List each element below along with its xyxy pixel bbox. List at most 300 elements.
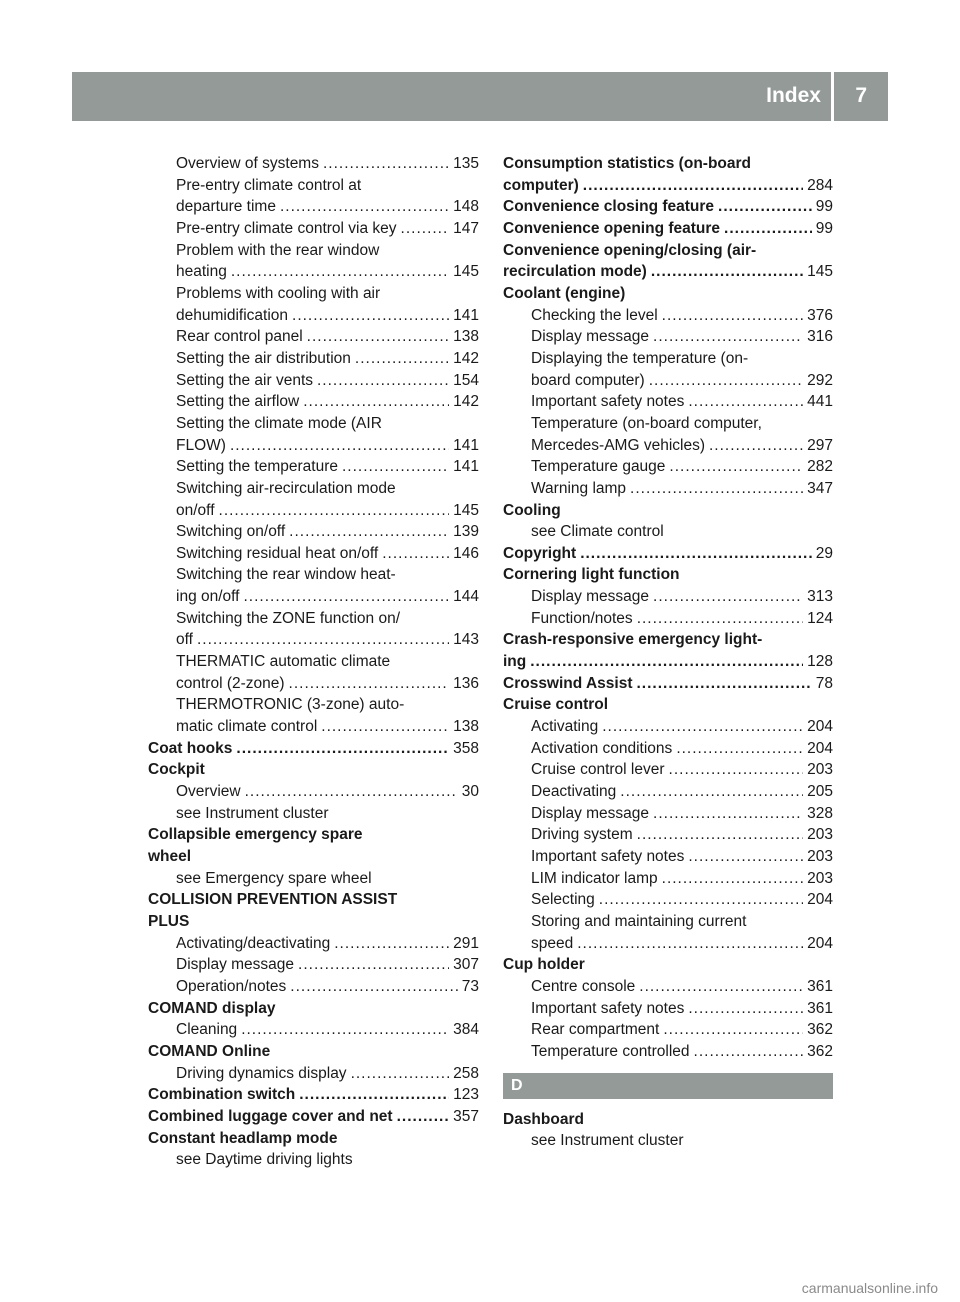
- index-subentry: [148, 716, 479, 738]
- index-subentry: [503, 391, 833, 413]
- index-subentry: [148, 261, 479, 283]
- entry-text: Important safety notes: [531, 393, 685, 411]
- entry-text: Driving dynamics display: [176, 1064, 347, 1082]
- dot-leader: [244, 586, 450, 608]
- index-subentry: [148, 1019, 479, 1041]
- index-subentry: [503, 781, 833, 803]
- index-subentry: [503, 608, 833, 630]
- index-subentry: [503, 478, 833, 500]
- page-reference[interactable]: 203: [807, 826, 833, 844]
- page-reference[interactable]: 203: [807, 848, 833, 865]
- page-reference[interactable]: 376: [807, 306, 833, 324]
- entry-text: COMAND Online: [148, 1042, 271, 1060]
- index-subentry: [148, 1149, 479, 1171]
- dot-leader: [397, 1106, 450, 1128]
- index-subentry: [148, 240, 479, 262]
- entry-text: matic climate control: [176, 718, 318, 736]
- entry-text: heating: [176, 263, 227, 281]
- entry-text: Crosswind Assist: [503, 674, 633, 692]
- page-reference[interactable]: 29: [815, 544, 833, 562]
- index-term: [503, 240, 833, 262]
- index-term: [148, 1106, 479, 1128]
- entry-text: Combination switch: [148, 1086, 296, 1104]
- dot-leader: [317, 370, 449, 392]
- entry-text: Setting the air vents: [176, 371, 313, 389]
- page-reference[interactable]: 30: [461, 783, 479, 801]
- page-reference[interactable]: 135: [453, 155, 479, 172]
- entry-text: wheel: [148, 848, 192, 865]
- index-term: [148, 1128, 479, 1150]
- index-term: [503, 629, 833, 651]
- index-subentry: [503, 1041, 833, 1063]
- page-reference[interactable]: 136: [453, 674, 479, 692]
- entry-text: control (2-zone): [176, 674, 285, 692]
- entry-text: speed: [531, 934, 574, 952]
- entry-text: see Daytime driving lights: [176, 1151, 353, 1169]
- index-term: [503, 153, 833, 175]
- index-term: [503, 954, 833, 976]
- index-subentry: [148, 673, 479, 695]
- entry-text: Displaying the temperature (on-: [531, 349, 749, 367]
- page-reference[interactable]: 145: [453, 263, 479, 281]
- index-term: [148, 1041, 479, 1063]
- entry-text: ing: [503, 653, 527, 671]
- dot-leader: [688, 391, 803, 413]
- entry-text: Rear control panel: [176, 328, 303, 346]
- entry-text: Temperature gauge: [531, 458, 666, 476]
- page-reference[interactable]: 145: [807, 263, 833, 281]
- index-subentry: [503, 976, 833, 998]
- entry-text: Setting the climate mode (AIR: [176, 414, 382, 432]
- entry-text: Convenience opening feature: [503, 219, 721, 237]
- dot-leader: [718, 196, 812, 218]
- entry-text: Copyright: [503, 544, 577, 562]
- index-term: [503, 564, 833, 586]
- index-term: [148, 889, 479, 911]
- index-subentry: [503, 803, 833, 825]
- entry-text: Setting the temperature: [176, 458, 338, 476]
- index-subentry: [148, 608, 479, 630]
- watermark: carmanualsonline.info: [801, 1280, 938, 1296]
- index-subentry: [148, 435, 479, 457]
- dot-leader: [580, 543, 812, 565]
- letter-heading: D: [503, 1073, 833, 1099]
- dot-leader: [334, 933, 449, 955]
- entry-text: Pre-entry climate control at: [176, 176, 362, 194]
- dot-leader: [637, 673, 812, 695]
- dot-leader: [231, 261, 449, 283]
- index-subentry: [148, 976, 479, 998]
- entry-text: Display message: [176, 956, 295, 974]
- entry-text: Cooling: [503, 501, 561, 519]
- index-term: [503, 283, 833, 305]
- entry-text: FLOW): [176, 436, 226, 454]
- index-subentry: [148, 564, 479, 586]
- index-term: [148, 824, 479, 846]
- index-subentry: [148, 283, 479, 305]
- entry-text: see Climate control: [531, 523, 664, 541]
- index-subentry: [503, 868, 833, 890]
- page-reference[interactable]: 362: [807, 1042, 833, 1060]
- entry-text: Constant headlamp mode: [148, 1129, 338, 1147]
- dot-leader: [280, 196, 449, 218]
- dot-leader: [577, 933, 803, 955]
- page-number: 7: [855, 84, 867, 107]
- dot-leader: [245, 781, 458, 803]
- entry-text: Rear compartment: [531, 1021, 660, 1039]
- index-subentry: [148, 413, 479, 435]
- page-reference[interactable]: 138: [453, 328, 479, 346]
- page-reference[interactable]: 313: [807, 588, 833, 606]
- index-term: [503, 218, 833, 240]
- index-subentry: [148, 1063, 479, 1085]
- index-term: [148, 1084, 479, 1106]
- dot-leader: [630, 478, 803, 500]
- index-subentry: [503, 824, 833, 846]
- index-subentry: [148, 781, 479, 803]
- entry-text: see Emergency spare wheel: [176, 869, 372, 887]
- entry-text: Cup holder: [503, 956, 585, 974]
- entry-text: Dashboard: [503, 1110, 584, 1128]
- index-subentry: [148, 586, 479, 608]
- index-term: [503, 673, 833, 695]
- entry-text: Combined luggage cover and net: [148, 1107, 393, 1125]
- dot-leader: [709, 435, 803, 457]
- header-divider: [831, 72, 834, 121]
- dot-leader: [289, 673, 450, 695]
- index-subentry: [148, 348, 479, 370]
- index-subentry: [503, 998, 833, 1020]
- dot-leader: [230, 435, 449, 457]
- index-term: [503, 694, 833, 716]
- dot-leader: [289, 521, 449, 543]
- entry-text: Operation/notes: [176, 977, 287, 995]
- index-subentry: [503, 738, 833, 760]
- dot-leader: [724, 218, 812, 240]
- dot-leader: [688, 998, 803, 1020]
- page-reference[interactable]: 441: [807, 393, 833, 411]
- dot-leader: [382, 543, 449, 565]
- entry-text: Activating: [531, 718, 599, 736]
- entry-text: Cruise control lever: [531, 761, 665, 779]
- dot-leader: [290, 976, 457, 998]
- index-term: [503, 651, 833, 673]
- entry-text: Checking the level: [531, 306, 658, 324]
- index-term: [148, 759, 479, 781]
- index-subentry: [148, 218, 479, 240]
- entry-text: Centre console: [531, 977, 636, 995]
- entry-text: Cornering light function: [503, 566, 680, 584]
- page-reference[interactable]: 204: [807, 718, 833, 736]
- index-subentry: [148, 933, 479, 955]
- entry-text: Coolant (engine): [503, 284, 626, 302]
- page-reference[interactable]: 347: [807, 479, 833, 497]
- entry-text: off: [176, 631, 193, 649]
- dot-leader: [342, 456, 449, 478]
- page-reference[interactable]: 291: [453, 934, 479, 952]
- entry-text: Important safety notes: [531, 848, 685, 865]
- index-term: [148, 998, 479, 1020]
- entry-text: Crash-responsive emergency light-: [503, 631, 763, 649]
- dot-leader: [653, 326, 803, 348]
- section-title: Index: [766, 84, 821, 107]
- index-subentry: [148, 175, 479, 197]
- entry-text: COLLISION PREVENTION ASSIST: [148, 891, 398, 909]
- dot-leader: [651, 261, 803, 283]
- dot-leader: [662, 305, 803, 327]
- page-reference[interactable]: 384: [453, 1021, 479, 1039]
- entry-text: Setting the air distribution: [176, 349, 351, 367]
- index-subentry: [503, 889, 833, 911]
- dot-leader: [688, 846, 803, 868]
- index-term: [148, 911, 479, 933]
- dot-leader: [355, 348, 449, 370]
- entry-text: Display message: [531, 328, 650, 346]
- dot-leader: [676, 738, 803, 760]
- dot-leader: [662, 868, 803, 890]
- index-subentry: [503, 586, 833, 608]
- page-reference[interactable]: 362: [807, 1021, 833, 1039]
- dot-leader: [351, 1063, 450, 1085]
- page-reference[interactable]: 357: [453, 1107, 479, 1125]
- entry-text: Mercedes-AMG vehicles): [531, 436, 705, 454]
- index-subentry: [503, 326, 833, 348]
- entry-text: Temperature (on-board computer,: [531, 414, 762, 432]
- index-subentry: [503, 370, 833, 392]
- dot-leader: [637, 608, 803, 630]
- entry-text: Switching residual heat on/off: [176, 544, 379, 562]
- page-reference[interactable]: 328: [807, 804, 833, 822]
- dot-leader: [620, 781, 803, 803]
- index-subentry: [503, 1130, 833, 1152]
- page-reference[interactable]: 124: [807, 609, 833, 627]
- index-subentry: [148, 954, 479, 976]
- entry-text: Convenience opening/closing (air-: [503, 241, 757, 259]
- page-reference[interactable]: 361: [807, 999, 833, 1017]
- entry-text: Selecting: [531, 891, 595, 909]
- entry-text: ing on/off: [176, 588, 240, 606]
- page-reference[interactable]: 205: [807, 783, 833, 801]
- entry-text: Switching the rear window heat-: [176, 566, 396, 584]
- entry-text: Switching the ZONE function on/: [176, 609, 401, 627]
- index-column-right: [503, 153, 833, 1152]
- dot-leader: [599, 889, 803, 911]
- entry-text: Switching air-recirculation mode: [176, 479, 396, 497]
- page-reference[interactable]: 146: [453, 544, 479, 562]
- entry-text: board computer): [531, 371, 645, 389]
- index-subentry: [148, 196, 479, 218]
- index-subentry: [503, 716, 833, 738]
- page-reference[interactable]: 204: [807, 891, 833, 909]
- dot-leader: [321, 716, 449, 738]
- dot-leader: [602, 716, 803, 738]
- index-term: [503, 1109, 833, 1131]
- page-reference[interactable]: 99: [815, 198, 833, 216]
- index-subentry: [148, 521, 479, 543]
- index-column-left: [148, 153, 479, 1171]
- page-header: [72, 72, 888, 121]
- entry-text: Temperature controlled: [531, 1042, 690, 1060]
- index-subentry: [503, 846, 833, 868]
- entry-text: Display message: [531, 588, 650, 606]
- index-subentry: [503, 911, 833, 933]
- index-term: [503, 500, 833, 522]
- index-subentry: [148, 803, 479, 825]
- index-subentry: [503, 305, 833, 327]
- page-reference[interactable]: 154: [453, 371, 479, 389]
- index-subentry: [148, 326, 479, 348]
- dot-leader: [401, 218, 450, 240]
- page-reference[interactable]: 145: [453, 501, 479, 519]
- entry-text: Activation conditions: [531, 739, 673, 757]
- index-term: [503, 543, 833, 565]
- entry-text: Consumption statistics (on-board: [503, 155, 751, 172]
- dot-leader: [298, 954, 449, 976]
- page-reference[interactable]: 99: [815, 219, 833, 237]
- page-reference[interactable]: 361: [807, 977, 833, 995]
- page-reference[interactable]: 123: [453, 1086, 479, 1104]
- entry-text: departure time: [176, 198, 276, 216]
- index-subentry: [503, 413, 833, 435]
- entry-text: Cruise control: [503, 696, 609, 714]
- entry-text: Activating/deactivating: [176, 934, 331, 952]
- page-reference[interactable]: 204: [807, 934, 833, 952]
- index-term: [148, 738, 479, 760]
- entry-text: Driving system: [531, 826, 633, 844]
- entry-text: Cockpit: [148, 761, 205, 779]
- dot-leader: [197, 629, 449, 651]
- page-reference[interactable]: 307: [453, 956, 479, 974]
- page-reference[interactable]: 258: [453, 1064, 479, 1082]
- page-reference[interactable]: 141: [453, 306, 479, 324]
- page-reference[interactable]: 292: [807, 371, 833, 389]
- index-subentry: [148, 651, 479, 673]
- page-reference[interactable]: 297: [807, 436, 833, 454]
- dot-leader: [219, 500, 450, 522]
- page-reference[interactable]: 203: [807, 869, 833, 887]
- index-subentry: [148, 391, 479, 413]
- page-reference[interactable]: 316: [807, 328, 833, 346]
- entry-text: Pre-entry climate control via key: [176, 219, 397, 237]
- entry-text: PLUS: [148, 912, 190, 930]
- entry-text: Problem with the rear window: [176, 241, 380, 259]
- page-reference[interactable]: 144: [453, 588, 479, 606]
- dot-leader: [694, 1041, 804, 1063]
- index-term: [148, 846, 479, 868]
- index-subentry: [503, 348, 833, 370]
- entry-text: Switching on/off: [176, 523, 286, 541]
- page-reference[interactable]: 78: [815, 674, 833, 692]
- dot-leader: [649, 370, 803, 392]
- index-term: [503, 261, 833, 283]
- dot-leader: [653, 803, 803, 825]
- index-subentry: [148, 153, 479, 175]
- index-subentry: [148, 370, 479, 392]
- page-reference[interactable]: 148: [453, 198, 479, 216]
- entry-text: Warning lamp: [531, 479, 627, 497]
- index-term: [503, 196, 833, 218]
- entry-text: dehumidification: [176, 306, 289, 324]
- index-subentry: [148, 694, 479, 716]
- page-reference[interactable]: 203: [807, 761, 833, 779]
- entry-text: Overview: [176, 783, 241, 801]
- index-subentry: [503, 759, 833, 781]
- dot-leader: [299, 1084, 449, 1106]
- dot-leader: [639, 976, 803, 998]
- entry-text: Coat hooks: [148, 739, 233, 757]
- index-subentry: [148, 629, 479, 651]
- entry-text: Function/notes: [531, 609, 633, 627]
- dot-leader: [530, 651, 803, 673]
- index-subentry: [503, 435, 833, 457]
- page-reference[interactable]: 128: [807, 653, 833, 671]
- entry-text: Storing and maintaining current: [531, 912, 747, 930]
- page-reference[interactable]: 73: [461, 977, 479, 995]
- entry-text: see Instrument cluster: [531, 1132, 684, 1150]
- page-reference[interactable]: 282: [807, 458, 833, 476]
- index-subentry: [503, 1019, 833, 1041]
- dot-leader: [669, 759, 804, 781]
- dot-leader: [236, 738, 449, 760]
- dot-leader: [583, 175, 803, 197]
- dot-leader: [669, 456, 803, 478]
- index-subentry: [148, 478, 479, 500]
- dot-leader: [307, 326, 449, 348]
- index-subentry: [148, 456, 479, 478]
- entry-text: COMAND display: [148, 999, 276, 1017]
- page-reference[interactable]: 147: [453, 219, 479, 237]
- index-subentry: [148, 500, 479, 522]
- entry-text: Setting the airflow: [176, 393, 300, 411]
- entry-text: Cleaning: [176, 1021, 238, 1039]
- entry-text: Display message: [531, 804, 650, 822]
- dot-leader: [292, 305, 449, 327]
- entry-text: Overview of systems: [176, 155, 319, 172]
- index-subentry: [148, 305, 479, 327]
- page-reference[interactable]: 141: [453, 458, 479, 476]
- entry-text: Important safety notes: [531, 999, 685, 1017]
- page-reference[interactable]: 139: [453, 523, 479, 541]
- dot-leader: [241, 1019, 449, 1041]
- page-reference[interactable]: 358: [453, 739, 479, 757]
- entry-text: see Instrument cluster: [176, 804, 329, 822]
- dot-leader: [303, 391, 449, 413]
- dot-leader: [653, 586, 803, 608]
- page-reference[interactable]: 138: [453, 718, 479, 736]
- page-reference[interactable]: 143: [453, 631, 479, 649]
- page-reference[interactable]: 204: [807, 739, 833, 757]
- page-reference[interactable]: 142: [453, 349, 479, 367]
- page-reference[interactable]: 141: [453, 436, 479, 454]
- entry-text: THERMOTRONIC (3-zone) auto-: [176, 696, 405, 714]
- page-reference[interactable]: 284: [807, 176, 833, 194]
- index-subentry: [503, 933, 833, 955]
- entry-text: Deactivating: [531, 783, 617, 801]
- entry-text: computer): [503, 176, 579, 194]
- entry-text: LIM indicator lamp: [531, 869, 658, 887]
- page-reference[interactable]: 142: [453, 393, 479, 411]
- index-subentry: [148, 868, 479, 890]
- entry-text: Collapsible emergency spare: [148, 826, 363, 844]
- dot-leader: [323, 153, 449, 175]
- entry-text: recirculation mode): [503, 263, 647, 281]
- entry-text: on/off: [176, 501, 215, 519]
- entry-text: Convenience closing feature: [503, 198, 715, 216]
- index-subentry: [503, 521, 833, 543]
- index-term: [503, 175, 833, 197]
- index-subentry: [148, 543, 479, 565]
- index-subentry: [503, 456, 833, 478]
